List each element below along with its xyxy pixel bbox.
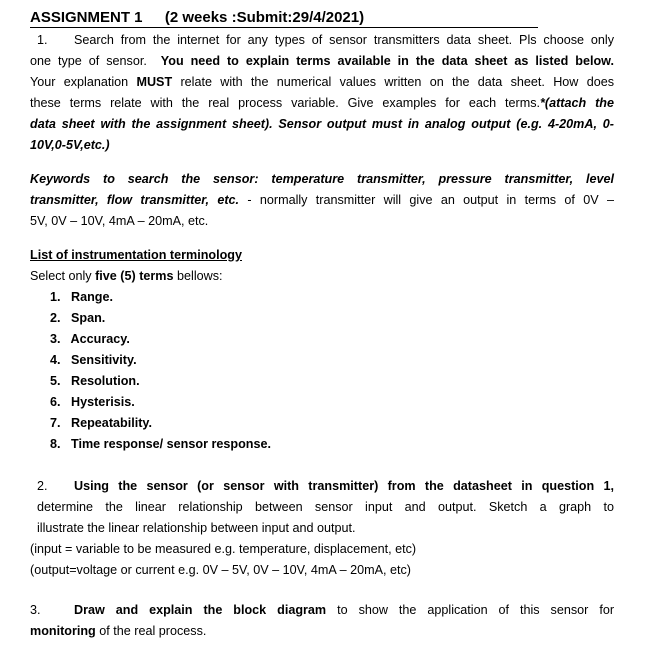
q2-line-1: Using the sensor (or sensor with transmitter) from the datasheet in question 1, bbox=[74, 479, 614, 493]
term-item: 7. Repeatability. bbox=[50, 416, 152, 430]
term-item: 2. Span. bbox=[50, 311, 106, 325]
q2-line-3: illustrate the linear relationship between input and output. bbox=[37, 521, 356, 535]
term-item: 6. Hysterisis. bbox=[50, 395, 135, 409]
q2-line-5: (output=voltage or current e.g. 0V – 5V, 0V – 10V, 4mA – 20mA, etc) bbox=[30, 563, 411, 577]
q2-line-2: determine the linear relationship between sensor input and output. Sketch a graph to bbox=[37, 500, 614, 514]
terminology-heading: List of instrumentation terminology bbox=[30, 248, 242, 262]
terminology-instruction: Select only five (5) terms bellows: bbox=[30, 269, 223, 283]
assignment-title bbox=[30, 10, 364, 26]
q1-line-4: these terms relate with the real process variable. Give examples for each terms.*(attach the bbox=[30, 96, 614, 110]
assignment-label: ASSIGNMENT 1 bbox=[30, 9, 143, 26]
term-item: 5. Resolution. bbox=[50, 374, 140, 388]
keywords-line-3: 5V, 0V – 10V, 4mA – 20mA, etc. bbox=[30, 214, 209, 228]
keywords-line-2: transmitter, flow transmitter, etc. - normally transmitter will give an output in terms of 0V – bbox=[30, 193, 614, 207]
q3-number: 3. bbox=[30, 603, 41, 617]
term-item: 3. Accuracy. bbox=[50, 332, 130, 346]
keywords-line-1: Keywords to search the sensor: temperature transmitter, pressure transmitter, level bbox=[30, 172, 614, 186]
q3-line-1: Draw and explain the block diagram to show the application of this sensor for bbox=[74, 603, 615, 617]
q1-line-2: one type of sensor. You need to explain terms available in the data sheet as listed below. bbox=[30, 54, 614, 68]
q1-line-5: data sheet with the assignment sheet). Sensor output must in analog output (e.g. 4-20mA, 0- bbox=[30, 117, 614, 131]
q2-line-4: (input = variable to be measured e.g. temperature, displacement, etc) bbox=[30, 542, 417, 556]
q1-line-6: 10V,0-5V,etc.) bbox=[30, 138, 110, 152]
q3-line-2: monitoring of the real process. bbox=[30, 624, 207, 638]
q2-number: 2. bbox=[37, 479, 48, 493]
q1-line-3: Your explanation MUST relate with the numerical values written on the data sheet. How does bbox=[30, 75, 615, 89]
submission-deadline: (2 weeks :Submit:29/4/2021) bbox=[164, 9, 365, 26]
q1-number: 1. bbox=[37, 33, 48, 47]
q1-line-1: Search from the internet for any types of sensor transmitters data sheet. Pls choose only bbox=[74, 33, 614, 47]
term-item: 1. Range. bbox=[50, 290, 114, 304]
term-item: 8. Time response/ sensor response. bbox=[50, 437, 271, 451]
term-item: 4. Sensitivity. bbox=[50, 353, 137, 367]
title-underline bbox=[30, 27, 538, 28]
